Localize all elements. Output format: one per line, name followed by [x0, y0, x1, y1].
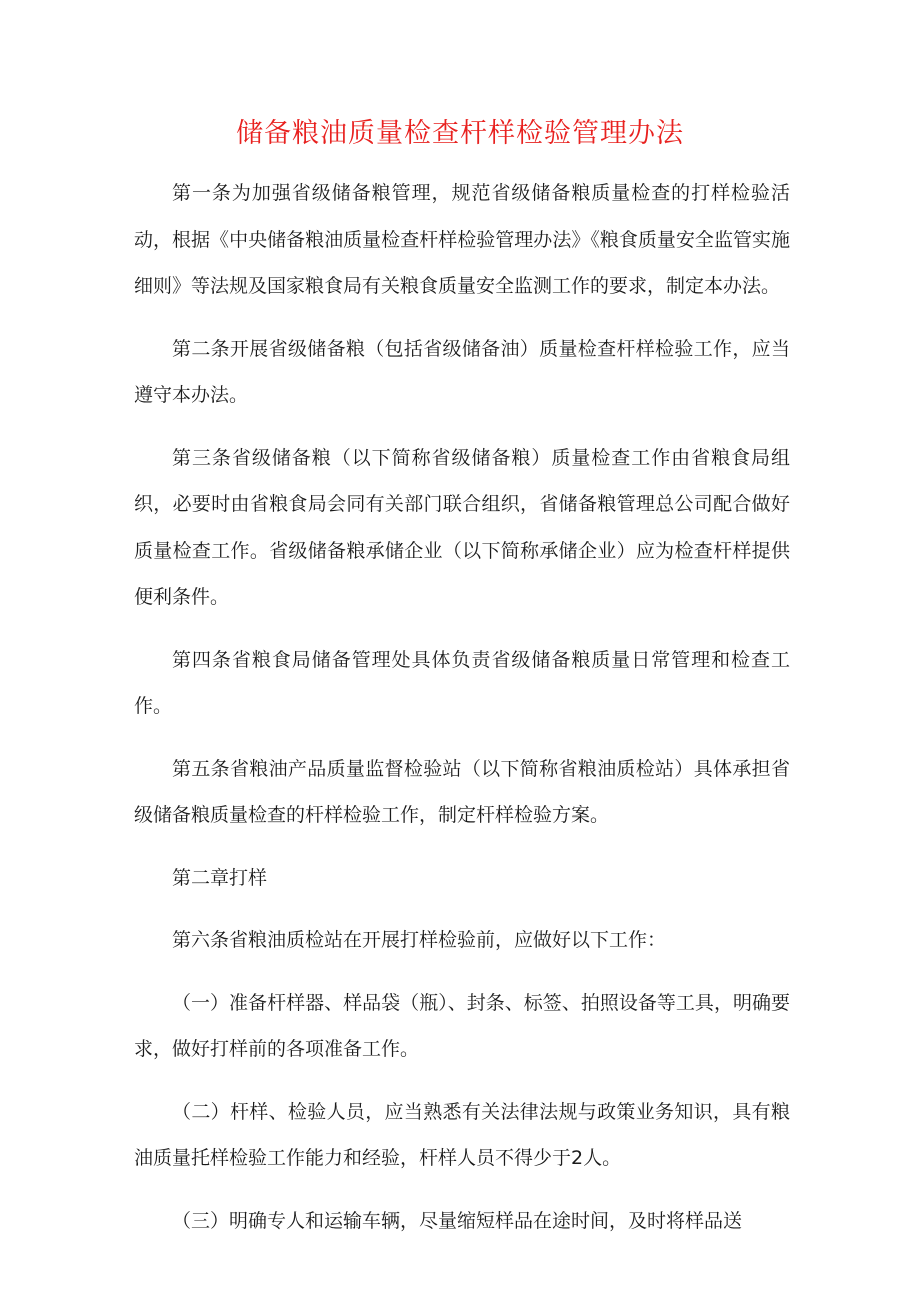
- document-title: 储备粮油质量检查杆样检验管理办法: [236, 118, 684, 149]
- article-2-paragraph: 第二条开展省级储备粮（包括省级储备油）质量检查杆样检验工作，应当遵守本办法。: [134, 337, 790, 406]
- article-6-item-3: （三）明确专人和运输车辆，尽量缩短样品在途时间，及时将样品送: [172, 1209, 743, 1232]
- article-4-paragraph: 第四条省粮食局储备管理处具体负责省级储备粮质量日常管理和检查工作。: [134, 648, 790, 717]
- chapter-2-heading: 第二章打样: [172, 866, 268, 889]
- article-1-paragraph: 第一条为加强省级储备粮管理，规范省级储备粮质量检查的打样检验活动，根据《中央储备粮油质量检查杆样检验管理办法》《粮食质量安全监管实施细则》等法规及国家粮食局有关粮食质量安全监测工作的要求，制定本办法。: [134, 182, 790, 297]
- article-6-item-1: （一）准备杆样器、样品袋（瓶）、封条、标签、拍照设备等工具，明确要求，做好打样前的各项准备工作。: [134, 991, 790, 1060]
- article-6-item-2: （二）杆样、检验人员，应当熟悉有关法律法规与政策业务知识，具有粮油质量托样检验工作能力和经验，杆样人员不得少于2人。: [134, 1100, 790, 1169]
- article-3-paragraph: 第三条省级储备粮（以下简称省级储备粮）质量检查工作由省粮食局组织，必要时由省粮食局会同有关部门联合组织，省储备粮管理总公司配合做好质量检查工作。省级储备粮承储企业（以下简称承储企业）应为检查杆样提供便利条件。: [134, 446, 790, 608]
- article-5-paragraph: 第五条省粮油产品质量监督检验站（以下简称省粮油质检站）具体承担省级储备粮质量检查的杆样检验工作，制定杆样检验方案。: [134, 757, 790, 826]
- article-6-paragraph: 第六条省粮油质检站在开展打样检验前，应做好以下工作：: [172, 929, 667, 951]
- document-body: [134, 170, 790, 1260]
